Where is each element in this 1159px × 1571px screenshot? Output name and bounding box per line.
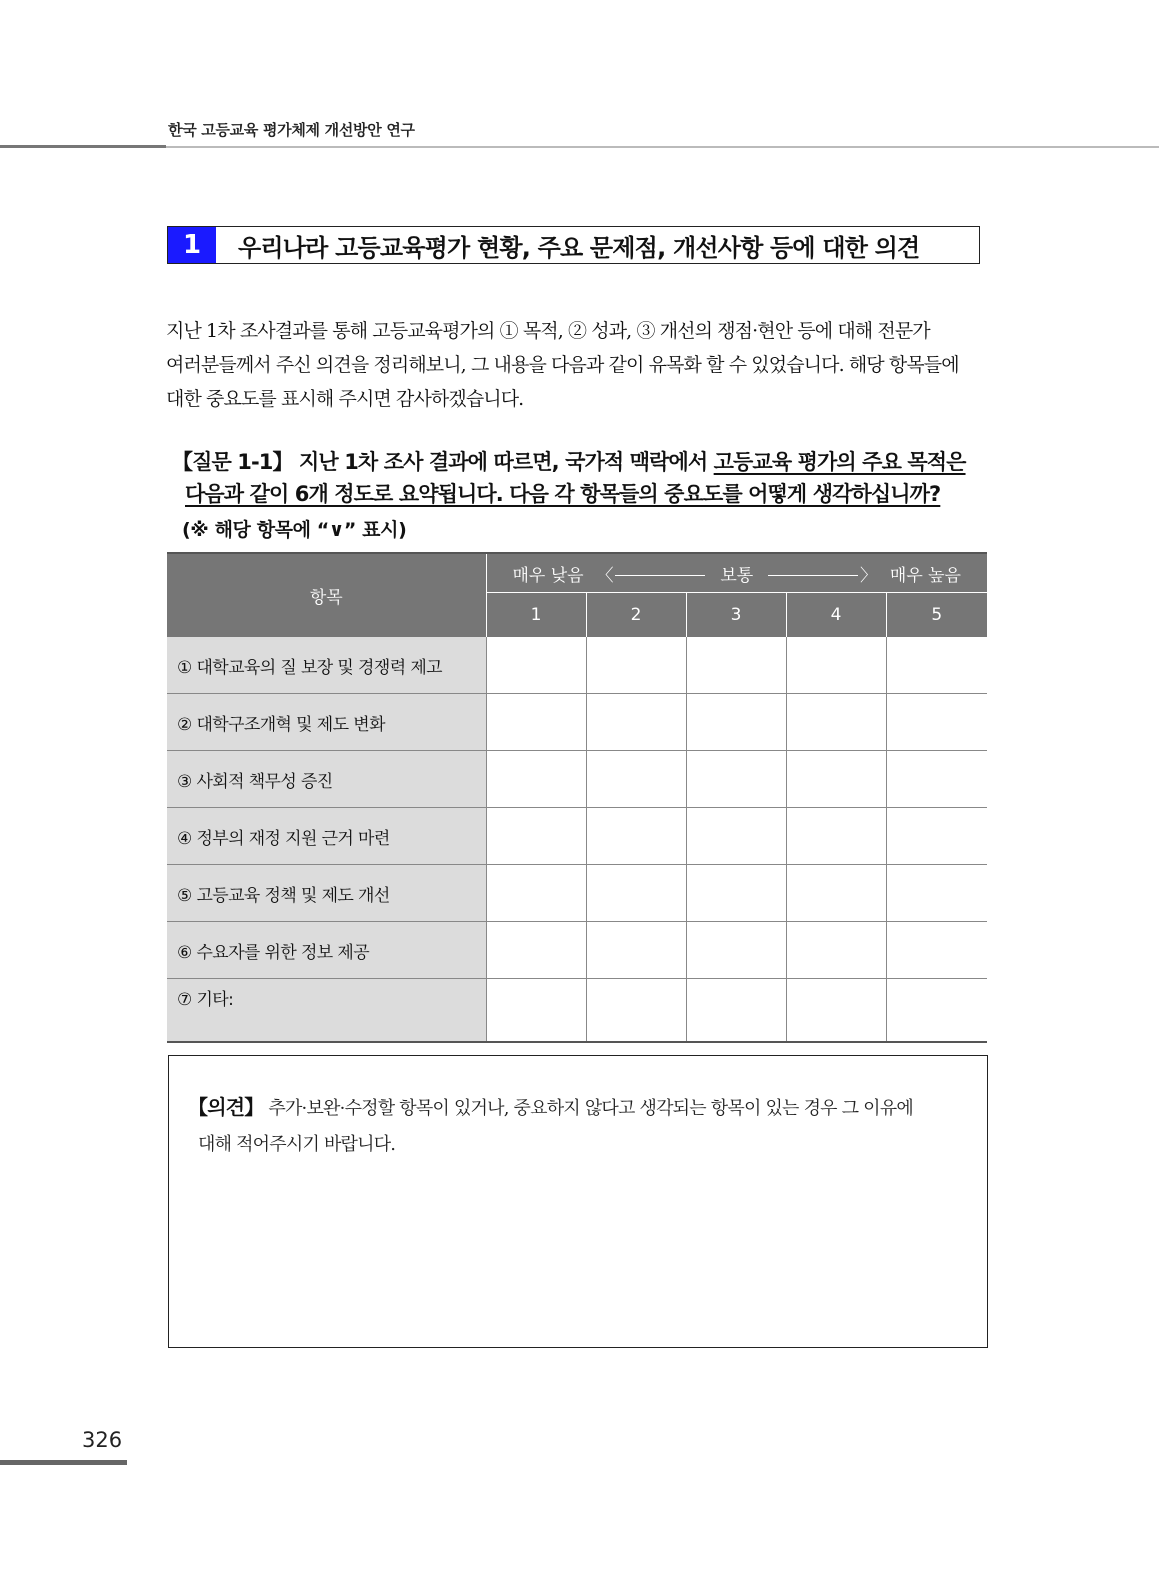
rating-cell-2[interactable]: [586, 694, 686, 751]
rating-cell-2[interactable]: [586, 637, 686, 694]
rating-cell-4[interactable]: [786, 808, 886, 865]
rating-cell-2[interactable]: [586, 979, 686, 1043]
scale-high-label: 매우 높음: [889, 565, 961, 586]
intro-line: 지난 1차 조사결과를 통해 고등교육평가의 ① 목적, ② 성과, ③ 개선의 쟁점·현안 등에 대해 전문가: [166, 320, 930, 342]
item-label: ④ 정부의 재정 지원 근거 마련: [167, 808, 486, 865]
importance-scale-header: [486, 553, 987, 593]
item-label: ② 대학구조개혁 및 제도 변화: [167, 694, 486, 751]
rating-cell-1[interactable]: [486, 865, 586, 922]
rating-cell-4[interactable]: [786, 694, 886, 751]
scale-right-bracket: 〉: [860, 565, 878, 586]
section-title: 우리나라 고등교육평가 현황, 주요 문제점, 개선사항 등에 대한 의견: [238, 233, 920, 262]
rating-cell-4[interactable]: [786, 979, 886, 1043]
opinion-label: 【의견】: [188, 1095, 264, 1119]
header-rule-accent: [0, 145, 166, 148]
item-label: ⑤ 고등교육 정책 및 제도 개선: [167, 865, 486, 922]
opinion-text: 대해 적어주시기 바랍니다.: [198, 1134, 396, 1155]
question-instruction: (※ 해당 항목에 “∨” 표시): [182, 519, 407, 541]
rating-cell-2[interactable]: [586, 751, 686, 808]
rating-cell-5[interactable]: [886, 979, 987, 1043]
rating-cell-3[interactable]: [686, 637, 786, 694]
rating-cell-3[interactable]: [686, 922, 786, 979]
rating-cell-5[interactable]: [886, 694, 987, 751]
rating-cell-5[interactable]: [886, 637, 987, 694]
scale-left-bracket: 〈: [596, 565, 614, 586]
item-label: ① 대학교육의 질 보장 및 경쟁력 제고: [167, 637, 486, 694]
item-label: ③ 사회적 책무성 증진: [167, 751, 486, 808]
table-row: [167, 751, 987, 808]
rating-cell-1[interactable]: [486, 808, 586, 865]
intro-paragraph: [166, 314, 992, 416]
scale-column-2: 2: [586, 593, 686, 638]
rating-cell-4[interactable]: [786, 751, 886, 808]
footer-rule: [0, 1460, 127, 1465]
rating-cell-1[interactable]: [486, 922, 586, 979]
rating-cell-2[interactable]: [586, 808, 686, 865]
opinion-prompt: [188, 1089, 988, 1163]
scale-mid-label: 보통: [720, 565, 754, 586]
rating-cell-5[interactable]: [886, 808, 987, 865]
opinion-text: 추가·보완·수정할 항목이 있거나, 중요하지 않다고 생각되는 항목이 있는 경우 그 이유에: [263, 1098, 913, 1119]
question-text: 지난 1차 조사 결과에 따르면, 국가적 맥락에서: [292, 450, 714, 474]
table-row: [167, 637, 987, 694]
question-block: [172, 446, 994, 510]
rating-cell-1[interactable]: [486, 979, 586, 1043]
table-row: [167, 865, 987, 922]
header-rule: [166, 146, 1159, 148]
scale-arrow-line: [768, 575, 858, 576]
rating-cell-4[interactable]: [786, 637, 886, 694]
table-row: [167, 922, 987, 979]
rating-cell-2[interactable]: [586, 922, 686, 979]
rating-cell-5[interactable]: [886, 865, 987, 922]
item-column-header: 항목: [167, 553, 486, 637]
rating-cell-1[interactable]: [486, 637, 586, 694]
question-label: 【질문 1-1】: [172, 450, 293, 474]
page-number: 326: [82, 1428, 123, 1452]
scale-column-1: 1: [486, 593, 586, 638]
rating-cell-1[interactable]: [486, 751, 586, 808]
rating-cell-3[interactable]: [686, 808, 786, 865]
question-emphasis: 고등교육 평가의 주요 목적은: [713, 450, 966, 474]
rating-cell-2[interactable]: [586, 865, 686, 922]
running-header-title: 한국 고등교육 평가체제 개선방안 연구: [168, 121, 415, 139]
section-number-badge: 1: [168, 227, 216, 263]
rating-cell-5[interactable]: [886, 922, 987, 979]
table-row: [167, 979, 987, 1043]
rating-cell-4[interactable]: [786, 922, 886, 979]
item-label: ⑥ 수요자를 위한 정보 제공: [167, 922, 486, 979]
rating-cell-3[interactable]: [686, 751, 786, 808]
rating-cell-3[interactable]: [686, 979, 786, 1043]
intro-line: 여러분들께서 주신 의견을 정리해보니, 그 내용을 다음과 같이 유목화 할 수 있었습니다. 해당 항목들에: [166, 354, 959, 376]
scale-column-3: 3: [686, 593, 786, 638]
rating-cell-5[interactable]: [886, 751, 987, 808]
scale-column-4: 4: [786, 593, 886, 638]
rating-cell-1[interactable]: [486, 694, 586, 751]
table-row: [167, 808, 987, 865]
item-label-other[interactable]: ⑦ 기타:: [167, 979, 486, 1043]
rating-cell-3[interactable]: [686, 865, 786, 922]
scale-low-label: 매우 낮음: [512, 565, 584, 586]
scale-arrow-line: [615, 575, 705, 576]
scale-column-5: 5: [886, 593, 987, 638]
question-emphasis: 다음과 같이 6개 정도로 요약됩니다. 다음 각 항목들의 중요도를 어떻게 생각하십니까?: [185, 482, 941, 506]
rating-cell-4[interactable]: [786, 865, 886, 922]
intro-line: 대한 중요도를 표시해 주시면 감사하겠습니다.: [166, 388, 524, 410]
section-heading: [167, 226, 980, 264]
rating-cell-3[interactable]: [686, 694, 786, 751]
rating-table: [167, 552, 987, 1043]
table-row: [167, 694, 987, 751]
